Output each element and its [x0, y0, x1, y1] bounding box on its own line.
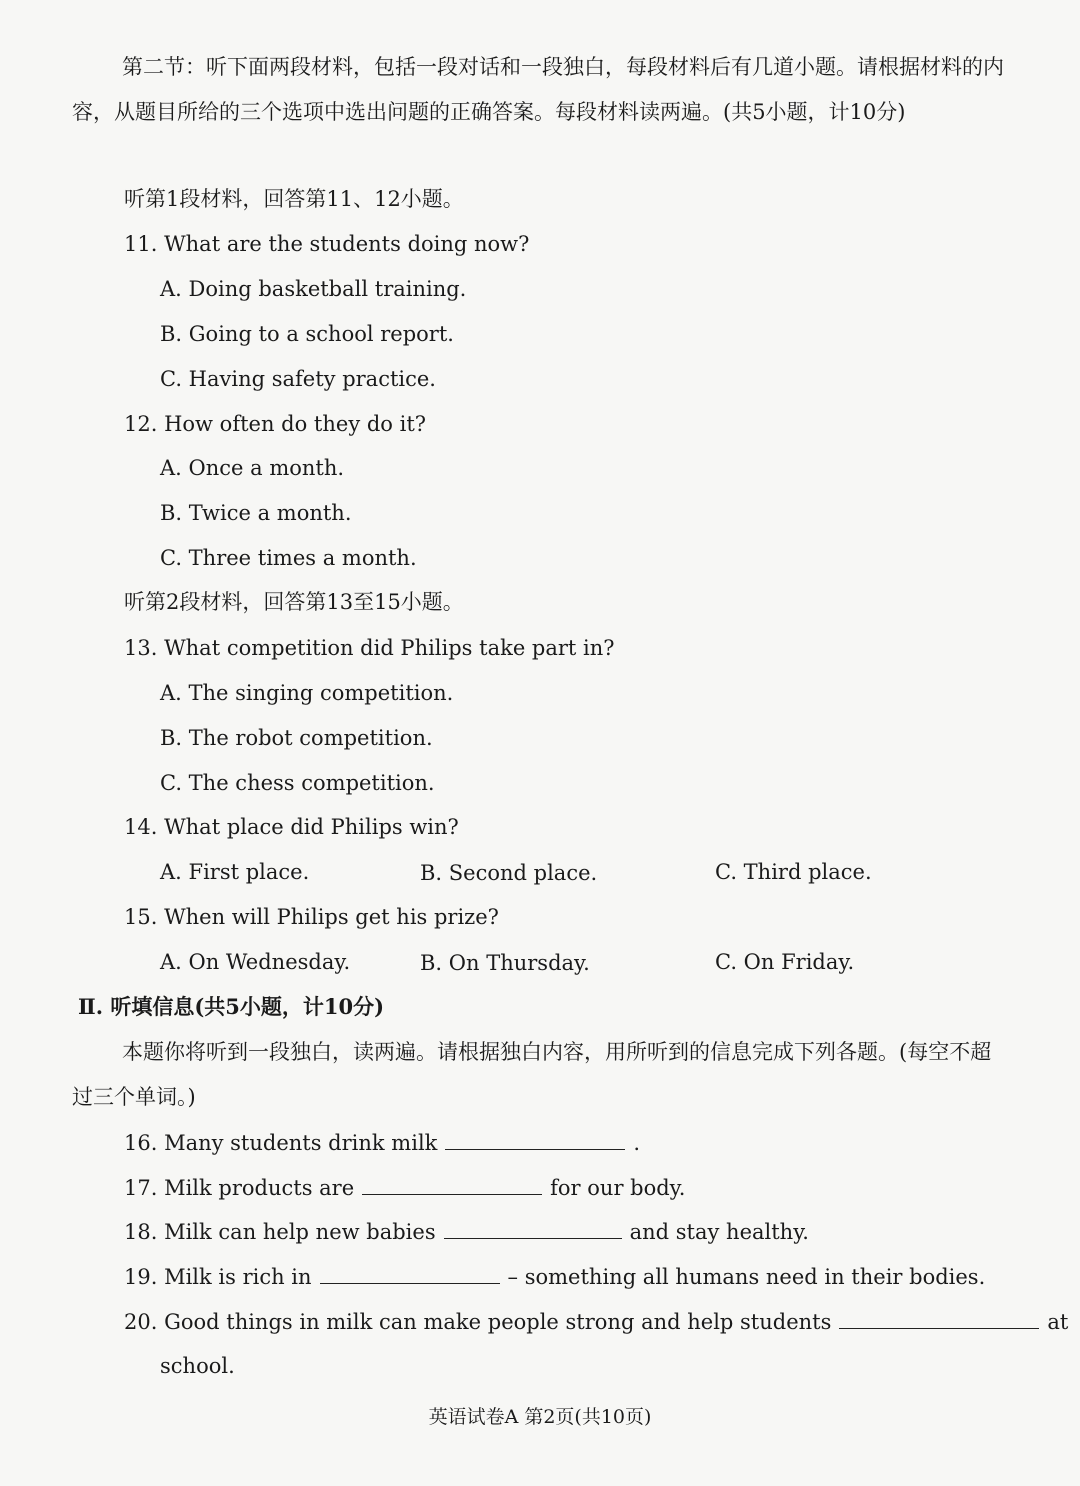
q12-option-b: B. Twice a month. [160, 501, 352, 525]
q15-option-a: A. On Wednesday. [160, 950, 351, 974]
q14-option-a: A. First place. [160, 860, 310, 884]
q14-option-c: C. Third place. [715, 860, 872, 884]
question-19: 19. Milk is rich in – something all humans need in their bodies. [124, 1261, 985, 1292]
question-20: 20. Good things in milk can make people strong and help students at [124, 1306, 1068, 1337]
answer-blank-17[interactable] [362, 1172, 542, 1195]
question-17: 17. Milk products are for our body. [124, 1172, 685, 1203]
page-footer: 英语试卷A 第2页(共10页) [428, 1406, 652, 1428]
material1-heading: 听第1段材料，回答第11、12小题。 [124, 187, 464, 211]
answer-blank-16[interactable] [445, 1127, 625, 1150]
answer-blank-19[interactable] [320, 1261, 500, 1284]
q14-option-b: B. Second place. [420, 861, 598, 885]
question-20-continuation: school. [160, 1354, 235, 1378]
question-14: 14. What place did Philips win? [124, 815, 459, 839]
answer-blank-18[interactable] [444, 1216, 622, 1239]
question-15: 15. When will Philips get his prize? [124, 905, 499, 929]
question-11: 11. What are the students doing now? [124, 232, 530, 256]
q11-option-a: A. Doing basketball training. [160, 277, 467, 301]
question-12: 12. How often do they do it? [124, 412, 427, 436]
q11-option-c: C. Having safety practice. [160, 367, 436, 391]
q15-option-b: B. On Thursday. [420, 951, 590, 975]
question-18: 18. Milk can help new babies and stay healthy. [124, 1216, 809, 1247]
part2-title: Ⅱ. 听填信息(共5小题，计10分) [78, 994, 385, 1019]
q13-option-b: B. The robot competition. [160, 726, 433, 750]
section2-intro: 第二节：听下面两段材料，包括一段对话和一段独白，每段材料后有几道小题。请根据材料的内容，从题目所给的三个选项中选出问题的正确答案。每段材料读两遍。(共5小题，计10分) [72, 55, 1004, 124]
q13-option-c: C. The chess competition. [160, 771, 435, 795]
q12-option-a: A. Once a month. [160, 456, 345, 480]
question-16: 16. Many students drink milk . [124, 1127, 640, 1158]
material2-heading: 听第2段材料，回答第13至15小题。 [124, 590, 464, 614]
question-13: 13. What competition did Philips take part in? [124, 636, 615, 660]
q15-option-c: C. On Friday. [715, 950, 855, 974]
answer-blank-20[interactable] [839, 1306, 1039, 1329]
q12-option-c: C. Three times a month. [160, 546, 417, 570]
part2-instructions: 本题你将听到一段独白，读两遍。请根据独白内容，用所听到的信息完成下列各题。(每空不超过三个单词。) [72, 1040, 992, 1109]
q13-option-a: A. The singing competition. [160, 681, 454, 705]
q11-option-b: B. Going to a school report. [160, 322, 454, 346]
